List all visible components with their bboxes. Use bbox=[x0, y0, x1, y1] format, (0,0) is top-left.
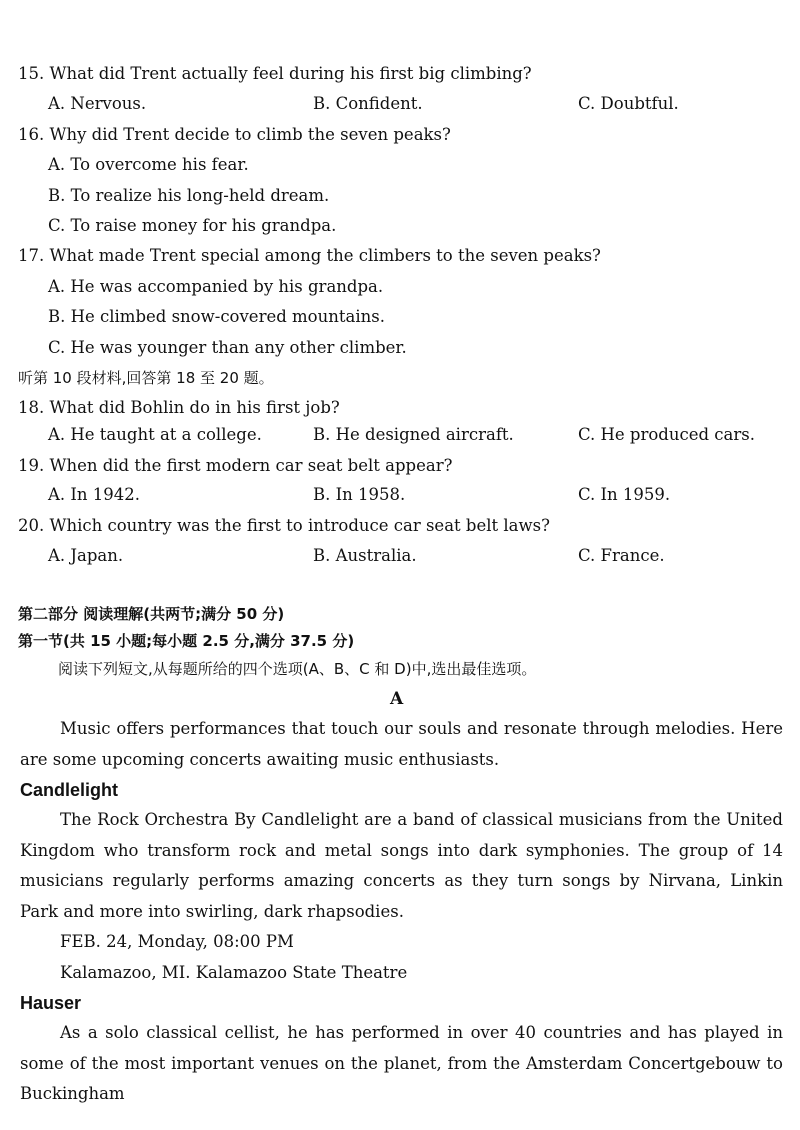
question-15: 15. What did Trent actually feel during his first big climbing? bbox=[18, 64, 532, 83]
q20-option-b: B. Australia. bbox=[313, 546, 417, 565]
reading-instruction: 阅读下列短文,从每题所给的四个选项(A、B、C 和 D)中,选出最佳选项。 bbox=[58, 660, 537, 678]
q18-option-a: A. He taught at a college. bbox=[48, 425, 262, 444]
concert-description-candlelight: The Rock Orchestra By Candlelight are a band of classical musicians from the United Kingdom who transform rock and metal songs into dark symphonies. The group of 14 musicians regularly performs amazing concerts as they turn songs by Nirvana, Linkin Park and more into swirling, dark rhapsodies. bbox=[20, 810, 783, 921]
q16-option-a: A. To overcome his fear. bbox=[48, 155, 249, 174]
question-19: 19. When did the first modern car seat belt appear? bbox=[18, 456, 453, 475]
q17-option-c: C. He was younger than any other climber. bbox=[48, 338, 407, 357]
listening-instruction: 听第 10 段材料,回答第 18 至 20 题。 bbox=[18, 369, 274, 387]
q15-option-c: C. Doubtful. bbox=[578, 94, 679, 113]
q18-option-c: C. He produced cars. bbox=[578, 425, 755, 444]
q15-option-a: A. Nervous. bbox=[48, 94, 147, 113]
concert-name-candlelight: Candlelight bbox=[20, 780, 118, 800]
concert-venue-candlelight: Kalamazoo, MI. Kalamazoo State Theatre bbox=[60, 963, 408, 982]
question-17: 17. What made Trent special among the climbers to the seven peaks? bbox=[18, 246, 601, 265]
q16-option-c: C. To raise money for his grandpa. bbox=[48, 216, 337, 235]
passage-intro: Music offers performances that touch our souls and resonate through melodies. Here are some upcoming concerts awaiting music enthusiasts. bbox=[20, 719, 783, 769]
concert-name-hauser: Hauser bbox=[20, 993, 82, 1013]
concert-description-hauser: As a solo classical cellist, he has performed in over 40 countries and has played in some of the most important venues on the planet, from the Amsterdam Concertgebouw to Buckingham bbox=[20, 1023, 783, 1103]
q18-option-b: B. He designed aircraft. bbox=[313, 425, 514, 444]
question-20: 20. Which country was the first to introduce car seat belt laws? bbox=[18, 516, 550, 535]
q17-option-a: A. He was accompanied by his grandpa. bbox=[48, 277, 384, 296]
q17-option-b: B. He climbed snow-covered mountains. bbox=[48, 307, 385, 326]
q20-option-a: A. Japan. bbox=[48, 546, 124, 565]
q16-option-b: B. To realize his long-held dream. bbox=[48, 186, 330, 205]
passage-letter: A bbox=[390, 689, 404, 709]
q19-option-b: B. In 1958. bbox=[313, 485, 406, 504]
part-two-title: 第二部分 阅读理解(共两节;满分 50 分) bbox=[18, 605, 285, 623]
question-18: 18. What did Bohlin do in his first job? bbox=[18, 398, 340, 417]
q19-option-c: C. In 1959. bbox=[578, 485, 671, 504]
concert-date-candlelight: FEB. 24, Monday, 08:00 PM bbox=[60, 932, 294, 951]
q15-option-b: B. Confident. bbox=[313, 94, 423, 113]
q20-option-c: C. France. bbox=[578, 546, 665, 565]
q19-option-a: A. In 1942. bbox=[48, 485, 141, 504]
question-16: 16. Why did Trent decide to climb the seven peaks? bbox=[18, 125, 451, 144]
section-one-title: 第一节(共 15 小题;每小题 2.5 分,满分 37.5 分) bbox=[18, 632, 355, 650]
